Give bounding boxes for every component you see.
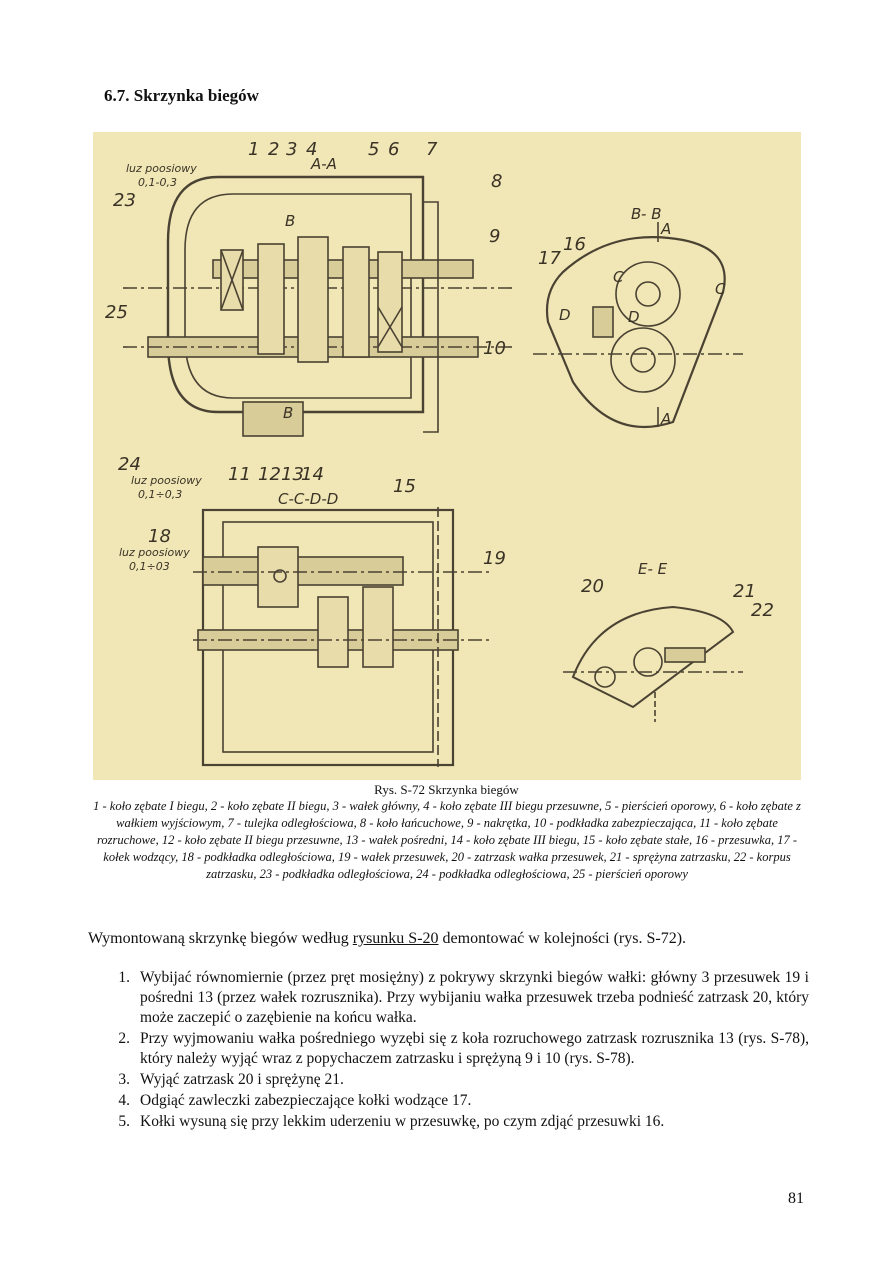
list-item <box>104 968 809 1028</box>
view-label-ccdd: C-C-D-D <box>278 490 339 508</box>
view-label-b-top: B <box>285 212 296 230</box>
view-label-aa: A-A <box>311 155 337 173</box>
list-item-text: Kołki wysuną się przy lekkim uderzeniu w przesuwkę, po czym zdjąć przesuwki 16. <box>140 1113 665 1130</box>
view-label-c-right: C <box>715 280 726 298</box>
part-label-20: 20 <box>581 576 604 597</box>
gearbox-technical-drawing <box>93 132 801 780</box>
list-item-number: 1. <box>118 969 130 986</box>
list-item-text: Wyjąć zatrzask 20 i sprężynę 21. <box>140 1071 344 1088</box>
axial-play-value-bottom: 0,1÷03 <box>129 560 170 573</box>
list-item-text: Wybijać równomiernie (przez pręt mosiężny) z pokrywy skrzynki biegów wałki: główny 3 przesuwek 19 i pośredni 13 (przez wałek rozrusznika). Przy wybijaniu wałka przesuwek trzeba podnieść zatrzask 20, który może zaczepić o zazębienie na końcu wałka. <box>140 969 809 1026</box>
list-item <box>104 1091 809 1111</box>
view-label-ee: E- E <box>638 560 668 578</box>
view-label-b-bottom: B <box>283 404 294 422</box>
figure-caption-title: Rys. S-72 Skrzynka biegów <box>374 782 519 797</box>
procedure-list <box>104 968 809 1133</box>
view-label-d-left: D <box>559 306 571 324</box>
axial-play-label-middle: luz poosiowy <box>131 474 202 487</box>
view-label-d-right: D <box>628 308 640 326</box>
section-aa-drawing <box>123 177 513 436</box>
part-label-14: 14 <box>301 464 324 485</box>
part-label-7: 7 <box>426 139 438 160</box>
list-item-text: Przy wyjmowaniu wałka pośredniego wyzębi się z koła rozruchowego zatrzask rozrusznika 13 (rys. S-78), który należy wyjąć wraz z popychaczem zatrzasku i sprężyną 9 i 10 (rys. S-78). <box>140 1030 809 1067</box>
part-label-15: 15 <box>393 476 416 497</box>
part-label-16: 16 <box>563 234 586 255</box>
axial-play-label-bottom: luz poosiowy <box>119 546 190 559</box>
part-label-3: 3 <box>286 139 298 160</box>
part-label-22: 22 <box>751 600 774 621</box>
part-label-9: 9 <box>489 226 501 247</box>
view-label-a-bottom: A <box>661 410 672 428</box>
section-heading: 6.7. Skrzynka biegów <box>104 86 259 105</box>
list-item <box>104 1070 809 1090</box>
part-label-5: 5 <box>368 139 380 160</box>
part-label-25: 25 <box>105 302 128 323</box>
part-label-1: 1 <box>248 139 260 160</box>
view-label-c-left: C <box>613 268 624 286</box>
part-label-19: 19 <box>483 548 506 569</box>
intro-text-after: demontować w kolejności (rys. S-72). <box>438 930 687 947</box>
list-item-number: 2. <box>118 1030 130 1047</box>
part-label-11: 11 <box>228 464 251 485</box>
list-item-number: 5. <box>118 1113 130 1130</box>
part-label-18: 18 <box>148 526 171 547</box>
list-item-number: 4. <box>118 1092 130 1109</box>
list-item-number: 3. <box>118 1071 130 1088</box>
part-label-24: 24 <box>118 454 141 475</box>
part-label-17: 17 <box>538 248 561 269</box>
part-label-12: 12 <box>258 464 281 485</box>
section-ccdd-drawing <box>193 507 493 767</box>
part-label-23: 23 <box>113 190 136 211</box>
list-item <box>104 1029 809 1069</box>
intro-paragraph <box>88 930 808 948</box>
part-label-6: 6 <box>388 139 400 160</box>
axial-play-value-top: 0,1-0,3 <box>138 176 177 189</box>
part-label-13: 13 <box>281 464 304 485</box>
axial-play-value-middle: 0,1÷0,3 <box>138 488 183 501</box>
figure-reference-link[interactable]: rysunku S-20 <box>352 930 439 947</box>
part-label-10: 10 <box>483 338 506 359</box>
page-number: 81 <box>788 1190 804 1207</box>
part-label-2: 2 <box>268 139 280 160</box>
intro-text-before: Wymontowaną skrzynkę biegów według <box>88 930 353 947</box>
list-item <box>104 1112 809 1132</box>
part-label-8: 8 <box>491 171 503 192</box>
list-item-text: Odgiąć zawleczki zabezpieczające kołki wodzące 17. <box>140 1092 472 1109</box>
part-label-21: 21 <box>733 581 756 602</box>
view-label-a-top: A <box>661 220 672 238</box>
axial-play-label-top: luz poosiowy <box>126 162 197 175</box>
view-label-bb: B- B <box>631 205 662 223</box>
section-ee-drawing <box>563 607 743 722</box>
part-label-4: 4 <box>306 139 318 160</box>
figure-legend: 1 - koło zębate I biegu, 2 - koło zębate II biegu, 3 - wałek główny, 4 - koło zębate III biegu przesuwne, 5 - pierścień oporowy, 6 - koło zębate z wałkiem wyjściowym, 7 - tulejka odległościowa, 8 - koło łańcuchowe, 9 - nakrętka, 10 - podkładka zabezpieczająca, 11 - koło zębate rozruchowe, 12 - koło zębate II biegu przesuwne, 13 - wałek pośredni, 14 - koło zębate III biegu, 15 - koło zębate stałe, 16 - przesuwka, 17 - kołek wodzący, 18 - podkładka odległościowa, 19 - wałek przesuwek, 20 - zatrzask wałka przesuwek, 21 - sprężyna zatrzasku, 22 - korpus zatrzasku, 23 - podkładka odległościowa, 24 - podkładka odległościowa, 25 - pierścień oporowy <box>93 799 801 881</box>
